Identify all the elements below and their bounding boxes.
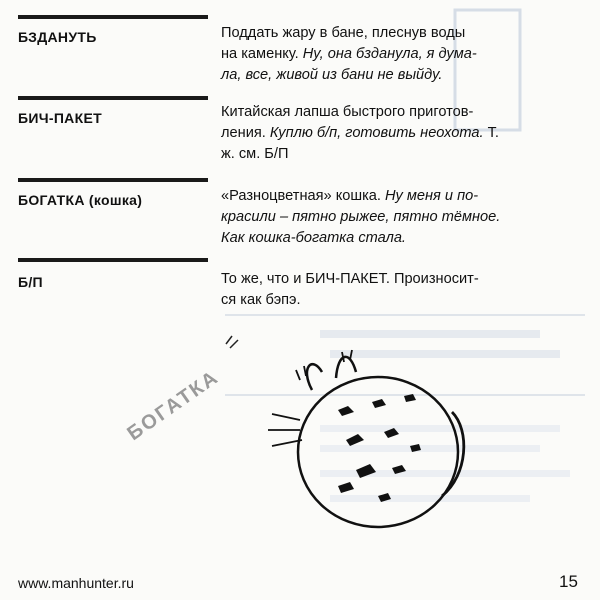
definition-line: Как кошка-богатка стала. [221,230,406,246]
definition-line: на каменку. Ну, она бзданула, я дума- [221,46,477,62]
definition-line: «Разноцветная» кошка. Ну меня и по- [221,188,479,204]
definition-line: То же, что и БИЧ-ПАКЕТ. Произносит- [221,271,479,287]
entry-term: БОГАТКА (кошка) [18,192,143,208]
definition-line: Поддать жару в бане, плеснув воды [221,25,466,41]
definition-line: Китайская лапша быстрого приготов- [221,104,474,120]
definition-line: ла, все, живой из бани не выйду. [221,67,443,83]
entry-term: БИЧ-ПАКЕТ [18,110,102,126]
definition-line: ся как бэпэ. [221,292,301,308]
definition-line: ж. см. Б/П [221,146,289,162]
footer-url[interactable]: www.manhunter.ru [18,575,134,591]
illustration-caption: БОГАТКА [123,366,224,446]
definition-line: красили – пятно рыжее, пятно тёмное. [221,209,501,225]
page-number: 15 [559,572,578,591]
entry-term: Б/П [18,274,43,290]
definition-line: ления. Куплю б/п, готовить неохота. Т. [221,125,499,141]
entry-term: БЗДАНУТЬ [18,29,97,45]
